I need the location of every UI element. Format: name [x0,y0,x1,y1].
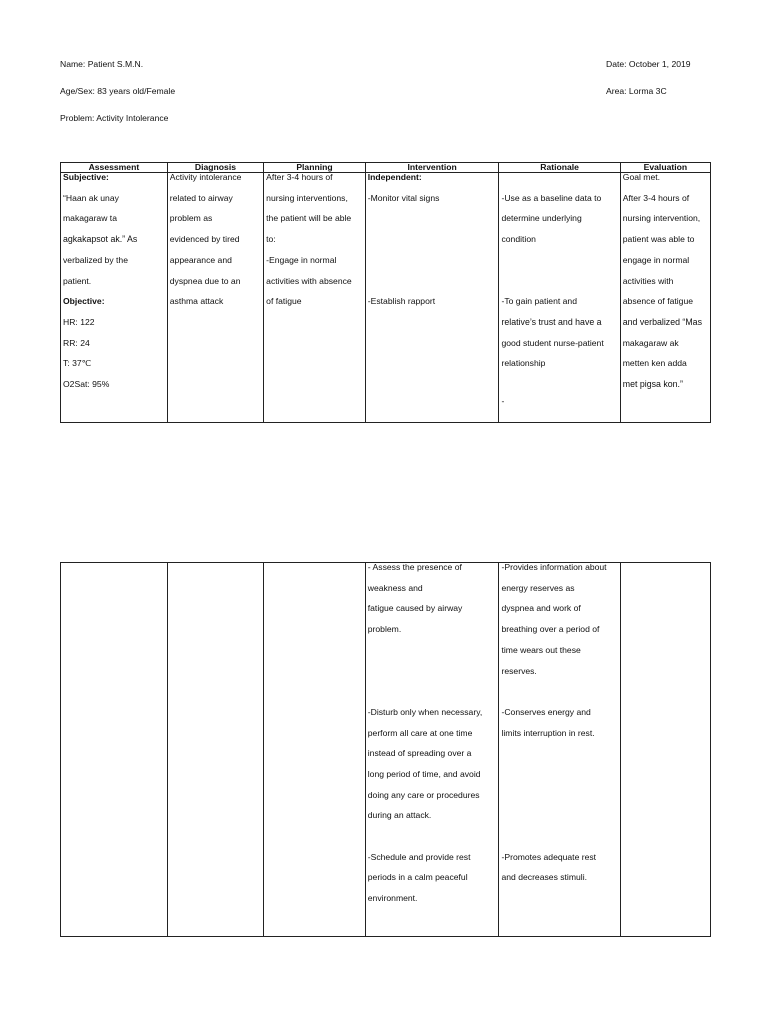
subjective-line: agkakapsot ak.” As [63,234,138,245]
intervention-line: instead of spreading over a [367,748,472,759]
table-row [61,563,711,937]
intervention-line: -Monitor vital signs [367,192,440,203]
diagnosis-cell [167,173,263,423]
planning-line: of fatigue [266,296,302,307]
evaluation-cell [620,173,710,423]
diagnosis-line: appearance and [169,254,232,265]
evaluation-line: makagaraw ak [622,337,679,348]
rationale-line: good student nurse-patient [501,337,604,348]
planning-line: the patient will be able [266,213,352,224]
diagnosis-line: related to airway [169,192,233,203]
assessment-cell [61,173,168,423]
subjective-line: verbalized by the [63,254,128,265]
rationale-line: breathing over a period of [501,624,600,635]
intervention-line: - Assess the presence of [367,562,462,572]
rationale-cell [499,173,620,423]
subjective-line: makagaraw ta [63,213,117,224]
intervention-line: periods in a calm peaceful [367,872,468,883]
evaluation-line: activities with [622,275,674,286]
intervention-line: perform all care at one time [367,727,473,738]
rationale-line: condition [501,234,536,245]
intervention-line: -Disturb only when necessary, [367,706,483,717]
rationale-line: determine underlying [501,213,582,224]
rationale-line: reserves. [501,665,537,676]
objective-line: O2Sat: 95% [63,379,110,390]
intervention-cell [365,563,499,937]
intervention-line: during an attack. [367,810,432,821]
col-header-assessment: Assessment [61,163,168,173]
evaluation-line: met pigsa kon.” [622,379,683,390]
subjective-line: “Haan ak unay [63,192,119,203]
intervention-line: -Establish rapport [367,296,436,307]
rationale-line: -Use as a baseline data to [501,192,602,203]
col-header-rationale: Rationale [499,163,620,173]
col-header-planning: Planning [264,163,366,173]
rationale-line: energy reserves as [501,582,575,593]
problem: Problem: Activity Intolerance [60,113,169,123]
rationale-line: and decreases stimuli. [501,872,587,883]
evaluation-line: patient was able to [622,234,695,245]
evaluation-cell [620,563,710,937]
intervention-cell [365,173,499,423]
planning-line: to: [266,234,276,245]
intervention-line: doing any care or procedures [367,789,480,800]
subjective-line: patient. [63,275,92,286]
age-sex: Age/Sex: 83 years old/Female [60,86,176,96]
rationale-line: -To gain patient and [501,296,577,307]
evaluation-line: After 3-4 hours of [622,192,690,203]
rationale-line: relationship [501,358,546,369]
evaluation-line: and verbalized “Mas [622,316,702,327]
rationale-line: limits interruption in rest. [501,727,595,738]
diagnosis-cell [167,563,263,937]
intervention-line: fatigue caused by airway [367,603,463,614]
rationale-line: - [501,395,505,406]
table-row [61,173,711,423]
rationale-line: time wears out these [501,644,581,655]
planning-line: nursing interventions, [266,192,348,203]
planning-line: -Engage in normal [266,254,337,265]
diagnosis-line: dyspnea due to an [169,275,241,286]
care-plan-table-continued [60,562,711,937]
col-header-evaluation: Evaluation [620,163,710,173]
date: Date: October 1, 2019 [606,59,691,69]
assessment-cell [61,563,168,937]
intervention-line: environment. [367,893,418,904]
care-plan-table [60,162,711,423]
evaluation-line: Goal met. [622,172,661,182]
planning-line: activities with absence [266,275,352,286]
diagnosis-line: Activity intolerance [169,172,242,182]
intervention-line: -Schedule and provide rest [367,851,471,862]
planning-cell [264,173,366,423]
rationale-line: -Provides information about [501,562,607,572]
col-header-diagnosis: Diagnosis [167,163,263,173]
objective-line: HR: 122 [63,316,95,327]
evaluation-line: nursing intervention, [622,213,701,224]
area: Area: Lorma 3C [606,86,667,96]
intervention-line: problem. [367,624,402,635]
diagnosis-line: asthma attack [169,296,224,307]
diagnosis-line: problem as [169,213,213,224]
objective-line: RR: 24 [63,337,90,348]
planning-cell [264,563,366,937]
col-header-intervention: Intervention [365,163,499,173]
planning-line: After 3-4 hours of [266,172,333,182]
rationale-line: dyspnea and work of [501,603,581,614]
intervention-line: long period of time, and avoid [367,768,481,779]
intervention-line: weakness and [367,582,423,593]
rationale-cell [499,563,620,937]
subjective-label: Subjective: [63,172,109,182]
rationale-line: -Conserves energy and [501,706,591,717]
evaluation-line: engage in normal [622,254,690,265]
rationale-line: -Promotes adequate rest [501,851,597,862]
diagnosis-line: evidenced by tired [169,234,240,245]
objective-line: T: 37℃ [63,358,92,369]
patient-name: Name: Patient S.M.N. [60,59,144,69]
independent-label: Independent: [367,172,422,182]
objective-label: Objective: [63,296,105,307]
evaluation-line: absence of fatigue [622,296,694,307]
rationale-line: relative’s trust and have a [501,316,602,327]
evaluation-line: metten ken adda [622,358,687,369]
